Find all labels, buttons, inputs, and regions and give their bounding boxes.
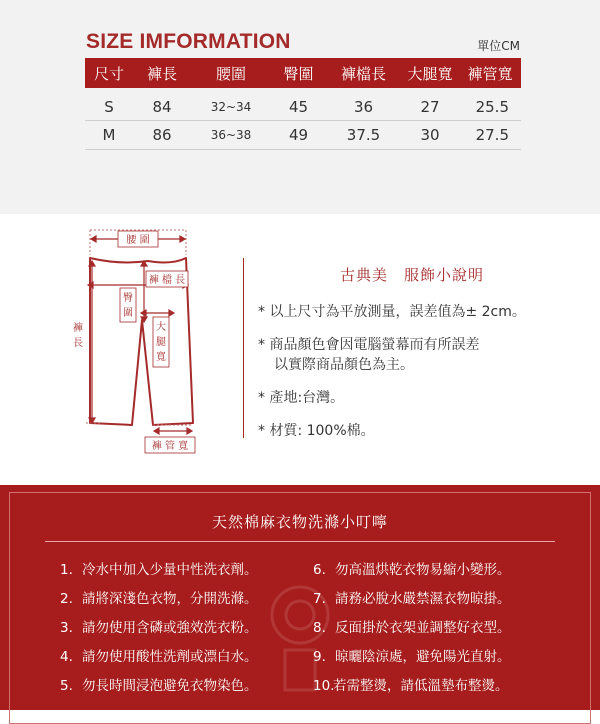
item-number: 6. <box>313 562 326 578</box>
list-item <box>60 674 258 703</box>
item-number: 4. <box>60 649 73 665</box>
list-item <box>313 616 511 645</box>
table-cell: 25.5 <box>459 88 521 121</box>
care-divider <box>45 541 555 542</box>
size-table <box>85 58 521 150</box>
table-cell: S <box>85 88 133 121</box>
item-text: 晾曬陰涼處，避免陽光直射。 <box>335 649 511 665</box>
item-number: 2. <box>60 591 73 607</box>
table-row <box>85 88 521 121</box>
header-length: 褲長 <box>133 58 191 88</box>
table-cell: 32~34 <box>191 88 271 121</box>
item-number: 3. <box>60 620 73 636</box>
header-hem: 褲管寬 <box>459 58 521 88</box>
care-list-left <box>60 558 258 703</box>
item-text: 冷水中加入少量中性洗衣劑。 <box>82 562 258 578</box>
table-cell: 36~38 <box>191 121 271 150</box>
table-cell: 45 <box>271 88 326 121</box>
list-item <box>313 645 511 674</box>
item-text: 請務必脫水嚴禁濕衣物晾掛。 <box>335 591 511 607</box>
description-item: * 以上尺寸為平放測量，誤差值為± 2cm。 <box>258 304 526 320</box>
list-item <box>60 616 258 645</box>
list-item <box>60 645 258 674</box>
pants-diagram <box>60 225 240 465</box>
description-line: * 商品顏色會因電腦螢幕而有所誤差 <box>258 337 480 353</box>
label-thigh-2: 腿 <box>156 337 166 348</box>
table-cell: M <box>85 121 133 150</box>
item-text: 若需整燙，請低溫墊布整燙。 <box>333 678 509 694</box>
label-hem: 褲 管 寬 <box>151 441 189 452</box>
table-cell: 36 <box>326 88 401 121</box>
table-cell: 30 <box>401 121 459 150</box>
label-hip-1: 臀 <box>123 293 133 304</box>
item-number: 10. <box>313 678 335 694</box>
table-cell: 49 <box>271 121 326 150</box>
header-waist: 腰圍 <box>191 58 271 88</box>
table-cell: 37.5 <box>326 121 401 150</box>
table-row <box>85 121 521 150</box>
care-list-right <box>313 558 511 703</box>
list-item <box>313 587 511 616</box>
vertical-divider <box>243 258 244 438</box>
item-number: 1. <box>60 562 73 578</box>
description-title: 古典美 服飾小說明 <box>340 266 485 284</box>
label-waist: 腰 圍 <box>126 235 150 246</box>
item-number: 7. <box>313 591 326 607</box>
item-text: 請將深淺色衣物，分開洗滌。 <box>82 591 258 607</box>
size-title: SIZE IMFORMATION <box>86 30 291 53</box>
item-text: 勿長時間浸泡避免衣物染色。 <box>82 678 258 694</box>
header-thigh: 大腿寬 <box>401 58 459 88</box>
description-item: * 產地:台灣。 <box>258 390 345 406</box>
list-item <box>60 558 258 587</box>
table-cell: 27 <box>401 88 459 121</box>
label-hip-2: 圍 <box>123 308 133 319</box>
care-title: 天然棉麻衣物洗滌小叮嚀 <box>211 513 388 531</box>
item-number: 9. <box>313 649 326 665</box>
size-table-header <box>85 58 521 88</box>
item-number: 8. <box>313 620 326 636</box>
table-cell: 84 <box>133 88 191 121</box>
label-length-1: 褲 <box>73 323 83 334</box>
item-text: 反面掛於衣架並調整好衣型。 <box>335 620 511 636</box>
label-thigh-1: 大 <box>156 322 166 333</box>
list-item <box>60 587 258 616</box>
list-item <box>313 558 511 587</box>
size-unit: 單位CM <box>477 39 520 53</box>
header-size: 尺寸 <box>85 58 133 88</box>
care-section <box>0 485 600 710</box>
item-number: 5. <box>60 678 73 694</box>
header-hip: 臀圍 <box>271 58 326 88</box>
label-thigh-3: 寬 <box>156 352 166 363</box>
label-rise: 褲 檔 長 <box>148 275 186 286</box>
item-text: 勿高溫烘乾衣物易縮小變形。 <box>335 562 511 578</box>
description-item: * 材質: 100%棉。 <box>258 423 375 439</box>
header-rise: 褲檔長 <box>326 58 401 88</box>
table-cell: 27.5 <box>459 121 521 150</box>
list-item <box>313 674 511 703</box>
description-line: 以實際商品顏色為主。 <box>274 357 414 373</box>
item-text: 請勿使用含磷或強效洗衣粉。 <box>82 620 258 636</box>
description-list <box>258 302 578 454</box>
table-cell: 86 <box>133 121 191 150</box>
label-length-2: 長 <box>73 338 83 349</box>
description-item <box>258 335 578 375</box>
item-text: 請勿使用酸性洗劑或漂白水。 <box>82 649 258 665</box>
size-section <box>0 0 600 214</box>
